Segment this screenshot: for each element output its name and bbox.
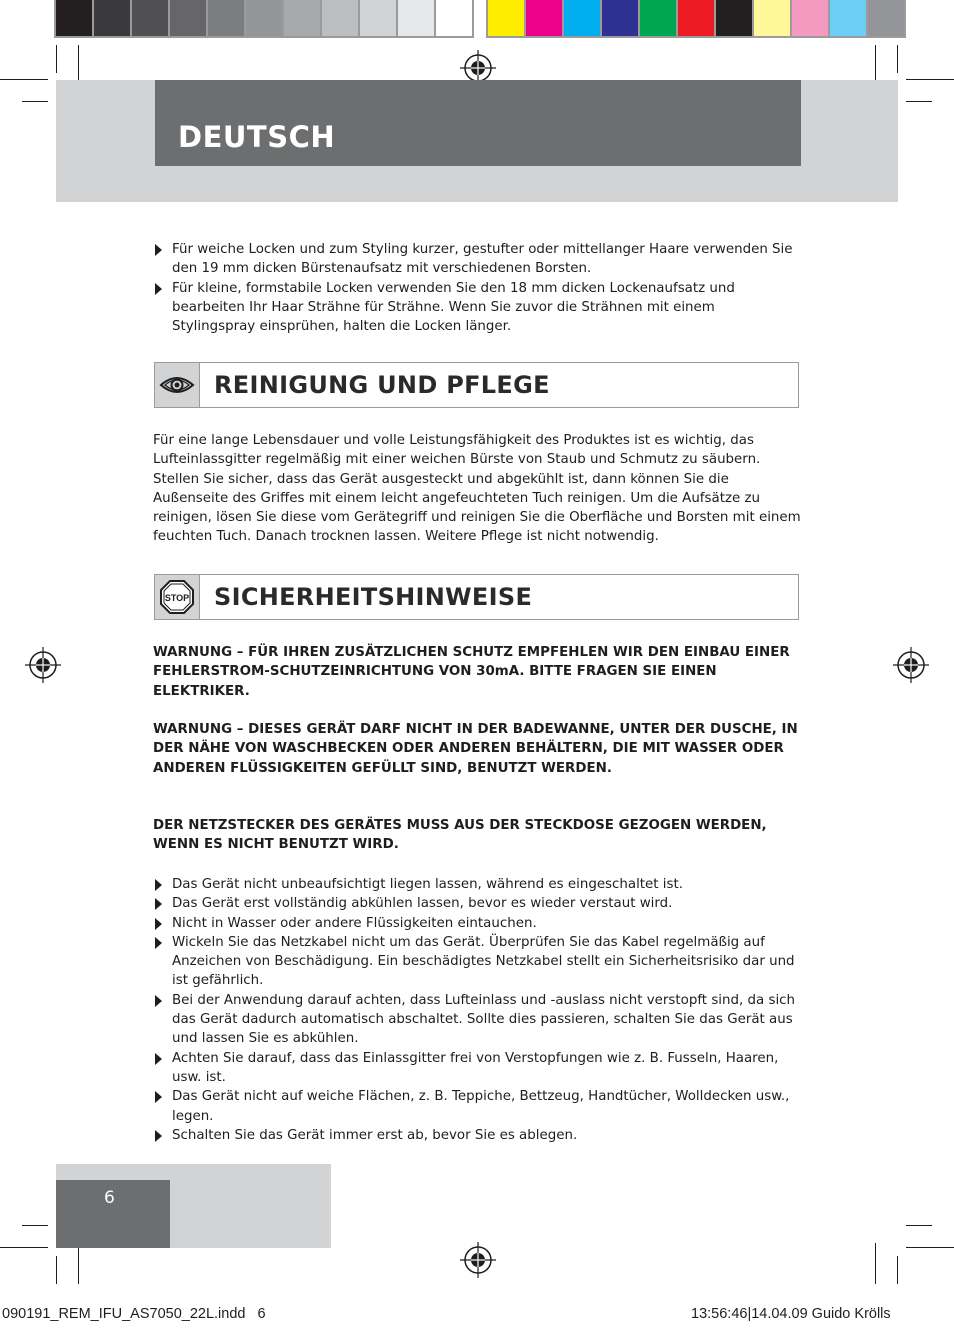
color-swatch	[638, 0, 678, 38]
color-swatch	[282, 0, 322, 38]
safety-bullet-list	[153, 875, 799, 1145]
warning-text: WARNUNG – DIESES GERÄT DARF NICHT IN DER BADEWANNE, UNTER DER DUSCHE, IN DER NÄHE VON WASCHBECKEN ODER ANDEREN BEHÄLTERN, DIE MIT WASSER ODER ANDEREN FLÜSSIGKEITEN GEFÜLLT SIND, BENUTZT WERDEN.	[153, 722, 798, 776]
crop-mark	[875, 1243, 876, 1284]
safety-section-heading	[154, 574, 799, 620]
color-swatch	[358, 0, 398, 38]
color-swatch	[206, 0, 246, 38]
bullet-arrow-icon	[155, 918, 162, 930]
color-swatch	[676, 0, 716, 38]
list-item: Das Gerät erst vollständig abkühlen lassen, bevor es wieder verstaut wird.	[153, 894, 799, 913]
warning-text: WARNUNG – FÜR IHREN ZUSÄTZLICHEN SCHUTZ EMPFEHLEN WIR DEN EINBAU EINER FEHLERSTROM-SCHUTZEINRICHTUNG VON 30mA. BITTE FRAGEN SIE EINEN ELEKTRIKER.	[153, 645, 790, 699]
list-item: Das Gerät nicht auf weiche Flächen, z. B. Teppiche, Bettzeug, Handtücher, Wolldecken usw., legen.	[153, 1087, 799, 1126]
registration-mark-bottom	[460, 1242, 496, 1278]
bullet-arrow-icon	[155, 995, 162, 1007]
bullet-arrow-icon	[155, 1091, 162, 1103]
color-swatch	[600, 0, 640, 38]
list-item: Für weiche Locken und zum Styling kurzer, gestufter oder mittellanger Haare verwenden Sie den 19 mm dicken Bürstenaufsatz mit verschiedenen Borsten.	[153, 240, 799, 279]
list-item: Schalten Sie das Gerät immer erst ab, bevor Sie es ablegen.	[153, 1126, 799, 1145]
list-item: Nicht in Wasser oder andere Flüssigkeiten eintauchen.	[153, 914, 799, 933]
color-swatch	[524, 0, 564, 38]
color-swatch	[244, 0, 284, 38]
color-swatch	[396, 0, 436, 38]
stop-sign-text: STOP	[164, 593, 190, 603]
crop-mark	[897, 1256, 898, 1284]
crop-mark	[22, 1225, 48, 1226]
list-item: Für kleine, formstabile Locken verwenden Sie den 18 mm dicken Lockenaufsatz und bearbeiten Ihr Haar Strähne für Strähne. Wenn Sie zuvor die Strähnen mit einem Stylingspray einsprühen, halten die Locken länger.	[153, 279, 799, 337]
color-swatch	[486, 0, 526, 38]
crop-mark	[906, 1247, 954, 1248]
slug-file-info: 090191_REM_IFU_AS7050_22L.indd 6	[2, 1306, 266, 1322]
registration-mark-right	[893, 647, 929, 683]
color-swatch	[562, 0, 602, 38]
section-heading-text: REINIGUNG UND PFLEGE	[214, 371, 550, 399]
color-swatch	[320, 0, 360, 38]
care-paragraph: Für eine lange Lebensdauer und volle Leistungsfähigkeit des Produktes ist es wichtig, das Lufteinlassgitter regelmäßig mit einer weichen Bürste von Staub und Schmutz zu säubern. Stellen Sie sicher, dass das Gerät ausgesteckt und abgekühlt ist, dann können Sie die Außenseite des Griffes mit einem leicht angefeuchteten Tuch reinigen. Um die Aufsätze zu reinigen, lösen Sie diese vom Gerätegriff und reinigen Sie die Oberfläche und Borsten mit einem feuchten Tuch. Danach trocknen lassen. Weitere Pflege ist nicht notwendig.	[153, 433, 801, 545]
color-swatch	[54, 0, 94, 38]
crop-mark	[906, 1225, 932, 1226]
color-swatch	[714, 0, 754, 38]
list-item: Achten Sie darauf, dass das Einlassgitter frei von Verstopfungen wie z. B. Fusseln, Haaren, usw. ist.	[153, 1049, 799, 1088]
page-number-box	[56, 1180, 170, 1248]
list-item: Das Gerät nicht unbeaufsichtigt liegen lassen, während es eingeschaltet ist.	[153, 875, 799, 894]
crop-mark	[0, 1247, 48, 1248]
crop-mark	[56, 1256, 57, 1284]
page-number: 6	[104, 1188, 115, 1208]
stop-sign-icon	[155, 575, 200, 619]
registration-mark-left	[25, 647, 61, 683]
color-swatch	[168, 0, 208, 38]
crop-mark	[906, 101, 932, 102]
section-heading-text: SICHERHEITSHINWEISE	[214, 583, 533, 611]
bullet-arrow-icon	[155, 879, 162, 891]
color-calibration-bar	[56, 0, 906, 40]
color-swatch	[828, 0, 868, 38]
intro-bullet-list	[153, 240, 799, 336]
crop-mark	[78, 1243, 79, 1284]
crop-mark	[906, 79, 954, 80]
color-swatch	[130, 0, 170, 38]
bullet-arrow-icon	[155, 898, 162, 910]
crop-mark	[56, 45, 57, 73]
language-header	[155, 80, 801, 166]
color-swatch	[752, 0, 792, 38]
eye-icon	[155, 363, 200, 407]
crop-mark	[22, 101, 48, 102]
bullet-arrow-icon	[155, 937, 162, 949]
crop-mark	[897, 45, 898, 73]
bullet-arrow-icon	[155, 1053, 162, 1065]
care-section-heading	[154, 362, 799, 408]
warning-text: DER NETZSTECKER DES GERÄTES MUSS AUS DER STECKDOSE GEZOGEN WERDEN, WENN ES NICHT BENUTZT WIRD.	[153, 818, 767, 853]
color-swatch	[434, 0, 474, 38]
crop-mark	[0, 79, 48, 80]
color-swatch	[866, 0, 906, 38]
slug-timestamp: 13:56:46|14.04.09 Guido Krölls	[691, 1306, 891, 1322]
list-item: Bei der Anwendung darauf achten, dass Lufteinlass und -auslass nicht verstopft sind, da sich das Gerät dadurch automatisch abschaltet. Sollte dies passieren, schalten Sie das Gerät aus und lassen Sie es abkühlen.	[153, 991, 799, 1049]
list-item: Wickeln Sie das Netzkabel nicht um das Gerät. Überprüfen Sie das Kabel regelmäßig auf Anzeichen von Beschädigung. Ein beschädigtes Netzkabel stellt ein Sicherheitsrisiko dar und ist gefährlich.	[153, 933, 799, 991]
bullet-arrow-icon	[155, 244, 162, 256]
page-title: DEUTSCH	[178, 120, 336, 154]
bullet-arrow-icon	[155, 283, 162, 295]
color-swatch	[790, 0, 830, 38]
color-swatch	[92, 0, 132, 38]
bullet-arrow-icon	[155, 1130, 162, 1142]
